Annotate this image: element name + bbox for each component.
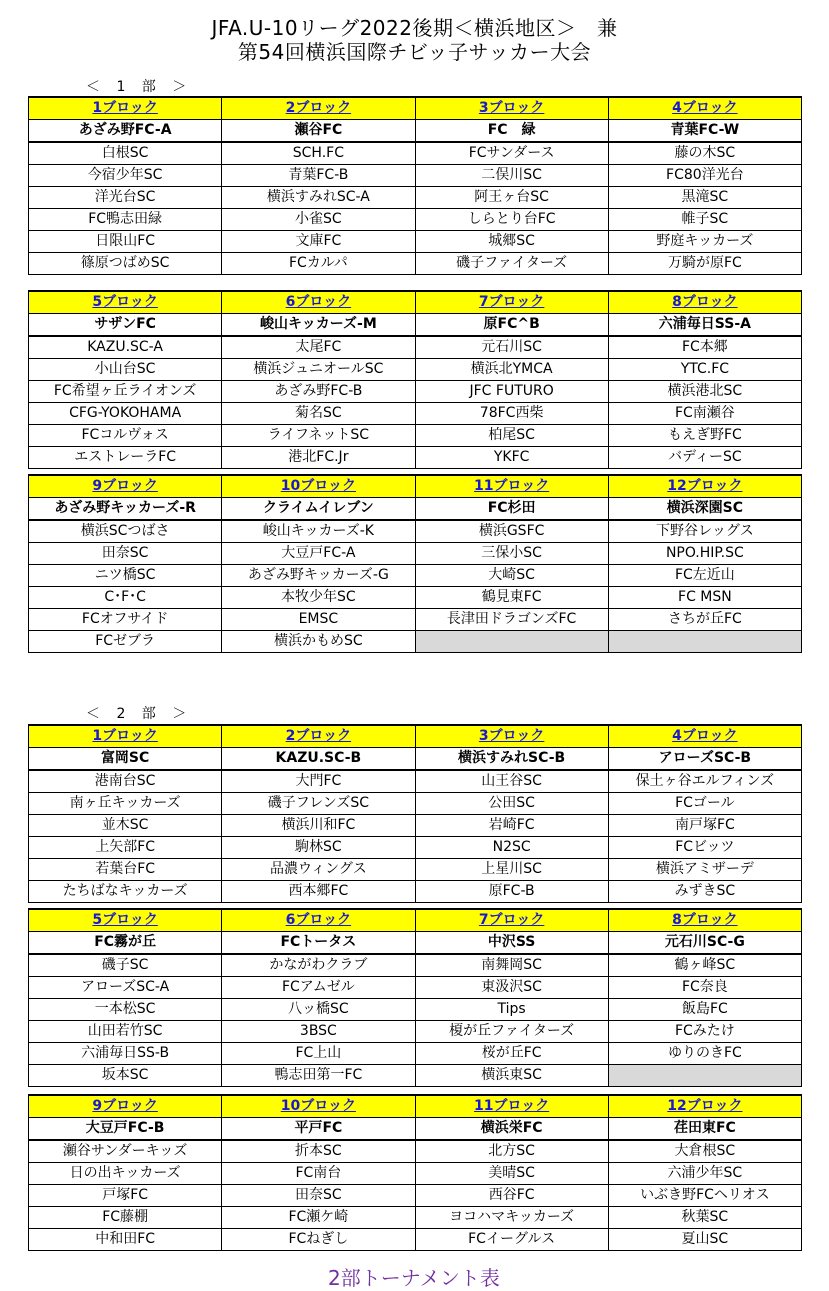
team-cell: 品濃ウィングス: [222, 859, 415, 881]
team-cell: 小雀SC: [222, 209, 415, 231]
block-header-cell: [415, 1095, 608, 1118]
block-link[interactable]: 8ブロック: [672, 912, 738, 928]
team-cell: 二俣川SC: [415, 165, 608, 187]
page-title-line-1: JFA.U-10リーグ2022後期＜横浜地区＞ 兼: [211, 16, 618, 40]
team-cell: FC 緑: [415, 120, 608, 143]
team-cell: みずきSC: [608, 881, 801, 903]
team-cell: 篠原つばめSC: [29, 253, 222, 275]
team-cell: 平戸FC: [222, 1118, 415, 1141]
block-header-row: [29, 725, 802, 748]
team-cell: FC MSN: [608, 587, 801, 609]
team-cell: 横浜すみれSC-A: [222, 187, 415, 209]
team-cell: FC南瀬谷: [608, 403, 801, 425]
team-cell: FC南台: [222, 1163, 415, 1185]
team-cell: 六浦毎日SS-B: [29, 1043, 222, 1065]
team-cell: 大豆戸FC-B: [29, 1118, 222, 1141]
team-cell: ヨコハマキッカーズ: [415, 1207, 608, 1229]
block-link[interactable]: 6ブロック: [285, 294, 352, 310]
team-cell: JFC FUTURO: [415, 381, 608, 403]
team-row: [29, 231, 802, 253]
team-cell: FC奈良: [608, 977, 801, 999]
team-cell: 阿王ヶ台SC: [415, 187, 608, 209]
block-header-cell: [29, 475, 222, 498]
team-cell: 3BSC: [222, 1021, 415, 1043]
block-header-row: [29, 909, 802, 932]
team-cell: 若葉台FC: [29, 859, 222, 881]
seed-team-row: [29, 498, 802, 521]
block-header-cell: [608, 291, 801, 314]
team-row: [29, 1229, 802, 1251]
team-cell: 山王谷SC: [415, 770, 608, 793]
block-link[interactable]: 5ブロック: [92, 912, 158, 928]
team-row: [29, 1043, 802, 1065]
block-link[interactable]: 1ブロック: [92, 100, 158, 116]
team-cell: バディーSC: [608, 447, 801, 469]
team-cell: 秋葉SC: [608, 1207, 801, 1229]
team-row: [29, 1140, 802, 1163]
team-cell: FC本郷: [608, 336, 801, 359]
team-cell: KAZU.SC-A: [29, 336, 222, 359]
block-table: [28, 1094, 802, 1251]
team-cell: FCカルパ: [222, 253, 415, 275]
block-link[interactable]: 11ブロック: [474, 478, 550, 494]
team-row: [29, 1185, 802, 1207]
team-row: [29, 770, 802, 793]
team-cell: 横浜川和FC: [222, 815, 415, 837]
team-cell: 洋光台SC: [29, 187, 222, 209]
team-row: [29, 359, 802, 381]
team-cell: 横浜東SC: [415, 1065, 608, 1087]
team-cell: 鴨志田第一FC: [222, 1065, 415, 1087]
team-cell: 東汲沢SC: [415, 977, 608, 999]
team-cell: 鶴ヶ峰SC: [608, 954, 801, 977]
team-cell: 日限山FC: [29, 231, 222, 253]
block-header-cell: [29, 909, 222, 932]
block-header-cell: [608, 1095, 801, 1118]
team-row: [29, 881, 802, 903]
team-row: [29, 837, 802, 859]
team-cell: 文庫FC: [222, 231, 415, 253]
block-header-cell: [29, 97, 222, 120]
block-header-cell: [608, 909, 801, 932]
team-cell: アローズSC-A: [29, 977, 222, 999]
block-link[interactable]: 11ブロック: [474, 1098, 550, 1114]
team-cell: 戸塚FC: [29, 1185, 222, 1207]
block-link[interactable]: 5ブロック: [92, 294, 158, 310]
team-cell: 大豆戸FC-A: [222, 543, 415, 565]
page-title-line-2: 第54回横浜国際チビッ子サッカー大会: [237, 40, 592, 64]
team-cell: FCゼブラ: [29, 631, 222, 653]
team-cell: 西本郷FC: [222, 881, 415, 903]
team-cell: 瀬谷FC: [222, 120, 415, 143]
block-header-cell: [29, 1095, 222, 1118]
block-header-cell: [222, 1095, 415, 1118]
team-cell: 上星川SC: [415, 859, 608, 881]
team-cell: 山田若竹SC: [29, 1021, 222, 1043]
team-cell: 黒滝SC: [608, 187, 801, 209]
block-link[interactable]: 4ブロック: [672, 100, 738, 116]
team-row: [29, 403, 802, 425]
team-row: [29, 1021, 802, 1043]
team-cell: 飯島FC: [608, 999, 801, 1021]
team-cell: いぶき野FCヘリオス: [608, 1185, 801, 1207]
team-cell: 青葉FC-B: [222, 165, 415, 187]
team-cell: エストレーラFC: [29, 447, 222, 469]
team-cell: 瀬谷サンダーキッズ: [29, 1140, 222, 1163]
block-table: [28, 96, 802, 275]
block-header-row: [29, 1095, 802, 1118]
block-link[interactable]: 4ブロック: [672, 728, 738, 744]
block-header-row: [29, 475, 802, 498]
team-cell: 帷子SC: [608, 209, 801, 231]
team-cell: 並木SC: [29, 815, 222, 837]
team-cell: 六浦毎日SS-A: [608, 314, 801, 337]
team-cell: 横浜北YMCA: [415, 359, 608, 381]
team-row: [29, 253, 802, 275]
division-label: ＜ 2 部 ＞: [86, 706, 193, 722]
block-header-cell: [29, 725, 222, 748]
block-header-row: [29, 291, 802, 314]
seed-team-row: [29, 120, 802, 143]
footer-link[interactable]: 2部トーナメント表: [328, 1266, 500, 1290]
seed-team-row: [29, 1118, 802, 1141]
team-cell: FC鴨志田緑: [29, 209, 222, 231]
team-row: [29, 1163, 802, 1185]
team-cell: あざみ野キッカーズ-R: [29, 498, 222, 521]
team-cell: N2SC: [415, 837, 608, 859]
team-row: [29, 954, 802, 977]
team-cell: CFG-YOKOHAMA: [29, 403, 222, 425]
empty-cell: [415, 631, 608, 653]
block-header-cell: [415, 97, 608, 120]
team-cell: 北方SC: [415, 1140, 608, 1163]
team-cell: 荏田東FC: [608, 1118, 801, 1141]
team-cell: たちばなキッカーズ: [29, 881, 222, 903]
team-row: [29, 587, 802, 609]
team-cell: KAZU.SC-B: [222, 748, 415, 771]
team-cell: FC藤棚: [29, 1207, 222, 1229]
team-cell: SCH.FC: [222, 142, 415, 165]
team-cell: 南戸塚FC: [608, 815, 801, 837]
team-cell: FCアムゼル: [222, 977, 415, 999]
team-cell: 駒林SC: [222, 837, 415, 859]
block-header-cell: [222, 475, 415, 498]
team-cell: 太尾FC: [222, 336, 415, 359]
block-header-cell: [608, 97, 801, 120]
team-cell: 万騎が原FC: [608, 253, 801, 275]
block-link[interactable]: 10ブロック: [280, 1098, 356, 1114]
team-cell: 菊名SC: [222, 403, 415, 425]
team-cell: 小山台SC: [29, 359, 222, 381]
team-cell: しらとり台FC: [415, 209, 608, 231]
team-cell: YTC.FC: [608, 359, 801, 381]
team-cell: 日の出キッカーズ: [29, 1163, 222, 1185]
team-row: [29, 543, 802, 565]
team-cell: 横浜ジュニオールSC: [222, 359, 415, 381]
team-cell: 野庭キッカーズ: [608, 231, 801, 253]
team-cell: 78FC西柴: [415, 403, 608, 425]
seed-team-row: [29, 748, 802, 771]
seed-team-row: [29, 314, 802, 337]
team-cell: 白根SC: [29, 142, 222, 165]
team-cell: クライムイレブン: [222, 498, 415, 521]
team-cell: FCゴール: [608, 793, 801, 815]
block-header-cell: [415, 291, 608, 314]
division-label: ＜ 1 部 ＞: [86, 79, 193, 95]
team-cell: YKFC: [415, 447, 608, 469]
block-header-cell: [608, 475, 801, 498]
team-cell: 坂本SC: [29, 1065, 222, 1087]
team-cell: 大門FC: [222, 770, 415, 793]
block-link[interactable]: 12ブロック: [667, 1098, 743, 1114]
team-cell: 中和田FC: [29, 1229, 222, 1251]
team-cell: FC霧が丘: [29, 932, 222, 955]
team-cell: 横浜深園SC: [608, 498, 801, 521]
team-cell: Tips: [415, 999, 608, 1021]
team-cell: 折本SC: [222, 1140, 415, 1163]
block-table: [28, 290, 802, 469]
team-cell: もえぎ野FC: [608, 425, 801, 447]
team-cell: 長津田ドラゴンズFC: [415, 609, 608, 631]
block-table: [28, 474, 802, 653]
empty-cell: [608, 1065, 801, 1087]
team-row: [29, 142, 802, 165]
team-cell: 六浦少年SC: [608, 1163, 801, 1185]
team-cell: FCねぎし: [222, 1229, 415, 1251]
team-cell: 横浜GSFC: [415, 520, 608, 543]
block-table: [28, 724, 802, 903]
block-link[interactable]: 12ブロック: [667, 478, 743, 494]
team-row: [29, 381, 802, 403]
team-cell: 磯子SC: [29, 954, 222, 977]
team-row: [29, 520, 802, 543]
block-header-cell: [415, 725, 608, 748]
team-cell: FCサンダース: [415, 142, 608, 165]
team-cell: 本牧少年SC: [222, 587, 415, 609]
team-cell: 南ヶ丘キッカーズ: [29, 793, 222, 815]
team-cell: 今宿少年SC: [29, 165, 222, 187]
team-cell: 田奈SC: [222, 1185, 415, 1207]
team-cell: 桜が丘FC: [415, 1043, 608, 1065]
team-cell: ゆりのきFC: [608, 1043, 801, 1065]
team-cell: 横浜アミザーデ: [608, 859, 801, 881]
team-cell: 元石川SC-G: [608, 932, 801, 955]
block-header-cell: [222, 725, 415, 748]
block-link[interactable]: 7ブロック: [478, 294, 545, 310]
block-header-cell: [29, 291, 222, 314]
team-cell: 峻山キッカーズ-M: [222, 314, 415, 337]
team-cell: ニツ橋SC: [29, 565, 222, 587]
team-cell: ライフネットSC: [222, 425, 415, 447]
team-cell: 西谷FC: [415, 1185, 608, 1207]
team-cell: 大倉根SC: [608, 1140, 801, 1163]
team-cell: 柏尾SC: [415, 425, 608, 447]
team-cell: 八ッ橋SC: [222, 999, 415, 1021]
team-cell: FC80洋光台: [608, 165, 801, 187]
team-cell: 田奈SC: [29, 543, 222, 565]
team-cell: 元石川SC: [415, 336, 608, 359]
team-row: [29, 1065, 802, 1087]
team-row: [29, 165, 802, 187]
team-row: [29, 631, 802, 653]
team-row: [29, 565, 802, 587]
team-cell: さちが丘FC: [608, 609, 801, 631]
team-row: [29, 1207, 802, 1229]
team-cell: 下野谷レッグス: [608, 520, 801, 543]
team-cell: FC希望ヶ丘ライオンズ: [29, 381, 222, 403]
team-cell: あざみ野FC-B: [222, 381, 415, 403]
team-row: [29, 187, 802, 209]
team-cell: 横浜かもめSC: [222, 631, 415, 653]
team-row: [29, 793, 802, 815]
team-cell: 岩崎FC: [415, 815, 608, 837]
block-link[interactable]: 3ブロック: [478, 728, 545, 744]
team-cell: FC左近山: [608, 565, 801, 587]
team-cell: あざみ野キッカーズ-G: [222, 565, 415, 587]
team-cell: FCイーグルス: [415, 1229, 608, 1251]
team-cell: 上矢部FC: [29, 837, 222, 859]
seed-team-row: [29, 932, 802, 955]
team-cell: アローズSC-B: [608, 748, 801, 771]
team-row: [29, 447, 802, 469]
team-cell: 藤の木SC: [608, 142, 801, 165]
block-header-cell: [415, 475, 608, 498]
block-link[interactable]: 6ブロック: [285, 912, 352, 928]
team-cell: 横浜港北SC: [608, 381, 801, 403]
team-cell: EMSC: [222, 609, 415, 631]
team-cell: FC杉田: [415, 498, 608, 521]
team-row: [29, 999, 802, 1021]
team-cell: 青葉FC-W: [608, 120, 801, 143]
team-cell: あざみ野FC-A: [29, 120, 222, 143]
team-row: [29, 209, 802, 231]
team-cell: 中沢SS: [415, 932, 608, 955]
block-link[interactable]: 10ブロック: [280, 478, 356, 494]
team-cell: FCみたけ: [608, 1021, 801, 1043]
team-cell: 三保小SC: [415, 543, 608, 565]
block-link[interactable]: 9ブロック: [92, 478, 158, 494]
block-header-cell: [608, 725, 801, 748]
block-header-cell: [415, 909, 608, 932]
team-cell: 公田SC: [415, 793, 608, 815]
team-row: [29, 859, 802, 881]
team-cell: FC上山: [222, 1043, 415, 1065]
team-row: [29, 336, 802, 359]
block-header-cell: [222, 291, 415, 314]
block-header-cell: [222, 97, 415, 120]
team-cell: 一本松SC: [29, 999, 222, 1021]
team-cell: 城郷SC: [415, 231, 608, 253]
team-cell: 大崎SC: [415, 565, 608, 587]
block-link[interactable]: 1ブロック: [92, 728, 158, 744]
team-cell: NPO.HIP.SC: [608, 543, 801, 565]
team-cell: 磯子ファイターズ: [415, 253, 608, 275]
block-link[interactable]: 8ブロック: [672, 294, 738, 310]
team-cell: 横浜SCつばさ: [29, 520, 222, 543]
block-link[interactable]: 9ブロック: [92, 1098, 158, 1114]
team-row: [29, 425, 802, 447]
block-header-cell: [222, 909, 415, 932]
block-table: [28, 908, 802, 1087]
block-link[interactable]: 2ブロック: [285, 100, 352, 116]
team-cell: 横浜栄FC: [415, 1118, 608, 1141]
team-cell: 原FC-B: [415, 881, 608, 903]
team-cell: 原FC^B: [415, 314, 608, 337]
team-cell: FCオフサイド: [29, 609, 222, 631]
block-link[interactable]: 2ブロック: [285, 728, 352, 744]
block-header-row: [29, 97, 802, 120]
team-cell: 榎が丘ファイターズ: [415, 1021, 608, 1043]
team-cell: 鶴見東FC: [415, 587, 608, 609]
team-cell: 保土ヶ谷エルフィンズ: [608, 770, 801, 793]
team-row: [29, 609, 802, 631]
team-cell: 港北FC.Jr: [222, 447, 415, 469]
team-cell: 峻山キッカーズ-K: [222, 520, 415, 543]
block-link[interactable]: 7ブロック: [478, 912, 545, 928]
team-cell: 港南台SC: [29, 770, 222, 793]
team-cell: かながわクラブ: [222, 954, 415, 977]
block-link[interactable]: 3ブロック: [478, 100, 545, 116]
team-cell: 富岡SC: [29, 748, 222, 771]
team-row: [29, 977, 802, 999]
team-cell: 夏山SC: [608, 1229, 801, 1251]
team-cell: FC瀬ケ崎: [222, 1207, 415, 1229]
team-cell: 美晴SC: [415, 1163, 608, 1185]
team-cell: FCコルヴォス: [29, 425, 222, 447]
team-cell: 磯子フレンズSC: [222, 793, 415, 815]
team-cell: C･F･C: [29, 587, 222, 609]
team-cell: FCトータス: [222, 932, 415, 955]
team-row: [29, 815, 802, 837]
team-cell: 横浜すみれSC-B: [415, 748, 608, 771]
team-cell: サザンFC: [29, 314, 222, 337]
team-cell: 南舞岡SC: [415, 954, 608, 977]
empty-cell: [608, 631, 801, 653]
team-cell: FCビッツ: [608, 837, 801, 859]
